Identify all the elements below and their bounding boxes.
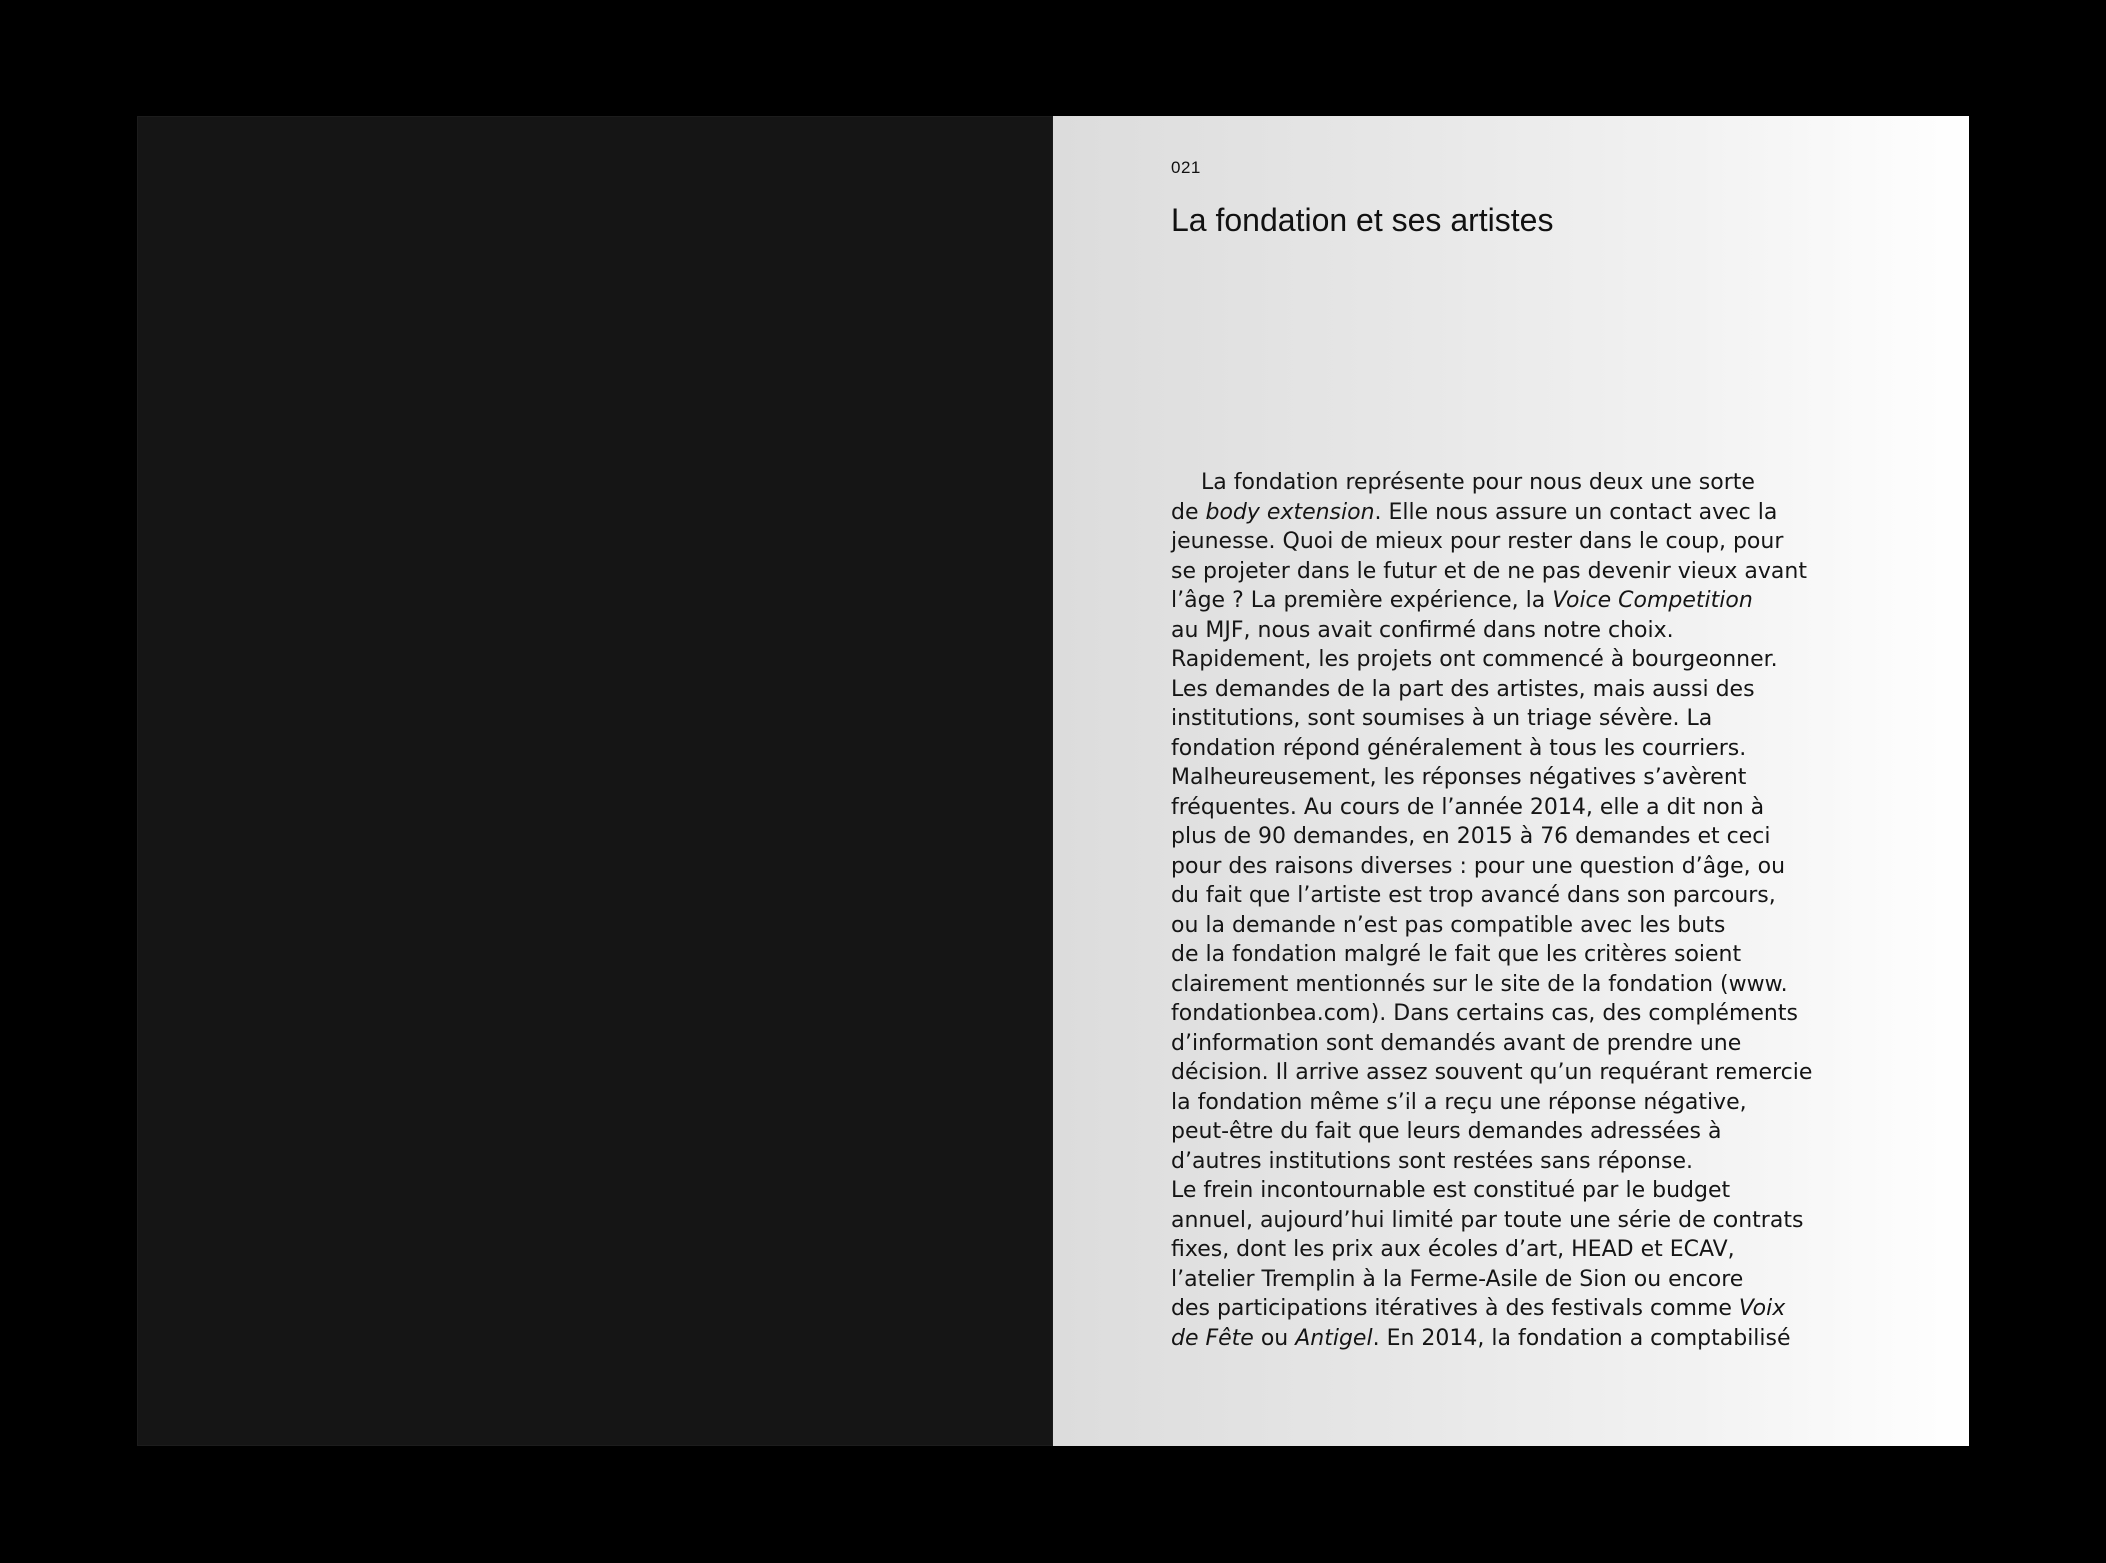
text-run: de la fondation malgré le fait que les critères soient [1171,942,1742,967]
text-line [1171,586,1891,616]
text-run: se projeter dans le futur et de ne pas devenir vieux avant [1171,558,1807,584]
text-run: de [1171,499,1206,525]
text-line [1171,1324,1891,1354]
text-line [1171,822,1891,852]
text-run: d’information sont demandés avant de prendre une [1171,1030,1742,1056]
text-run: fréquentes. Au cours de l’année 2014, elle a dit non à [1171,794,1765,820]
text-run: d’autres institutions sont restées sans réponse. [1171,1148,1693,1174]
right-page [1053,116,1969,1446]
text-line [1171,881,1891,911]
italic-text: Voix [1738,1296,1786,1321]
text-run: Malheureusement, les réponses négatives s’avèrent [1171,765,1747,790]
text-line [1171,1294,1891,1324]
text-run: pour des raisons diverses : pour une question d’âge, ou [1171,853,1786,879]
text-run: des participations itératives à des festivals comme [1171,1296,1739,1321]
text-line [1171,645,1891,675]
text-run: Rapidement, les projets ont commencé à bourgeonner. [1171,647,1778,672]
text-run: l’âge ? La première expérience, la [1171,588,1553,613]
text-line [1171,999,1891,1029]
body-paragraph [1171,468,1891,1353]
text-run: au MJF, nous avait confirmé dans notre choix. [1171,617,1674,643]
italic-text: body extension [1205,499,1375,525]
left-page-black [137,116,1053,1446]
text-line [1171,793,1891,823]
text-line [1171,940,1891,970]
text-run: ou la demande n’est pas compatible avec les buts [1171,912,1726,938]
text-run: décision. Il arrive assez souvent qu’un requérant remercie [1171,1060,1813,1085]
text-run: la fondation même s’il a reçu une réponse négative, [1171,1089,1747,1115]
text-line [1171,852,1891,882]
italic-text: de Fête [1171,1325,1254,1351]
text-run: plus de 90 demandes, en 2015 à 76 demandes et ceci [1171,824,1771,849]
text-line [1171,1058,1891,1088]
italic-text: Antigel [1295,1325,1373,1351]
text-run: fixes, dont les prix aux écoles d’art, HEAD et ECAV, [1171,1237,1735,1262]
text-line [1171,1265,1891,1295]
page-title: La fondation et ses artistes [1171,202,1554,238]
text-line [1171,911,1891,941]
text-run: l’atelier Tremplin à la Ferme-Asile de Sion ou encore [1171,1266,1744,1292]
italic-text: Voice Competition [1552,588,1753,613]
text-line [1171,1206,1891,1236]
text-line [1171,763,1891,793]
text-line [1171,498,1891,528]
text-line [1171,1117,1891,1147]
text-line [1171,616,1891,646]
text-run: fondationbea.com). Dans certains cas, des compléments [1171,1001,1798,1026]
text-line [1171,1088,1891,1118]
text-run: ou [1253,1325,1296,1351]
text-run: annuel, aujourd’hui limité par toute une série de contrats [1171,1207,1804,1233]
text-run: jeunesse. Quoi de mieux pour rester dans le coup, pour [1171,529,1784,554]
text-run: . En 2014, la fondation a comptabilisé [1372,1325,1791,1351]
text-line [1171,557,1891,587]
text-run: La fondation représente pour nous deux une sorte [1201,470,1755,495]
text-line [1171,1176,1891,1206]
text-line [1171,468,1891,498]
text-line [1171,704,1891,734]
page-number: 021 [1171,158,1201,177]
text-run: fondation répond généralement à tous les courriers. [1171,735,1747,761]
text-line [1171,970,1891,1000]
text-line [1171,1029,1891,1059]
text-run: peut-être du fait que leurs demandes adressées à [1171,1119,1722,1144]
text-run: . Elle nous assure un contact avec la [1374,499,1778,525]
text-run: institutions, sont soumises à un triage sévère. La [1171,706,1713,731]
book-spread [137,116,1969,1446]
text-run: clairement mentionnés sur le site de la fondation (www. [1171,971,1788,997]
text-run: du fait que l’artiste est trop avancé dans son parcours, [1171,883,1776,908]
text-run: Le frein incontournable est constitué par le budget [1171,1178,1731,1203]
text-line [1171,734,1891,764]
text-line [1171,1147,1891,1177]
text-line [1171,527,1891,557]
text-run: Les demandes de la part des artistes, mais aussi des [1171,676,1755,702]
text-line [1171,1235,1891,1265]
text-line [1171,675,1891,705]
